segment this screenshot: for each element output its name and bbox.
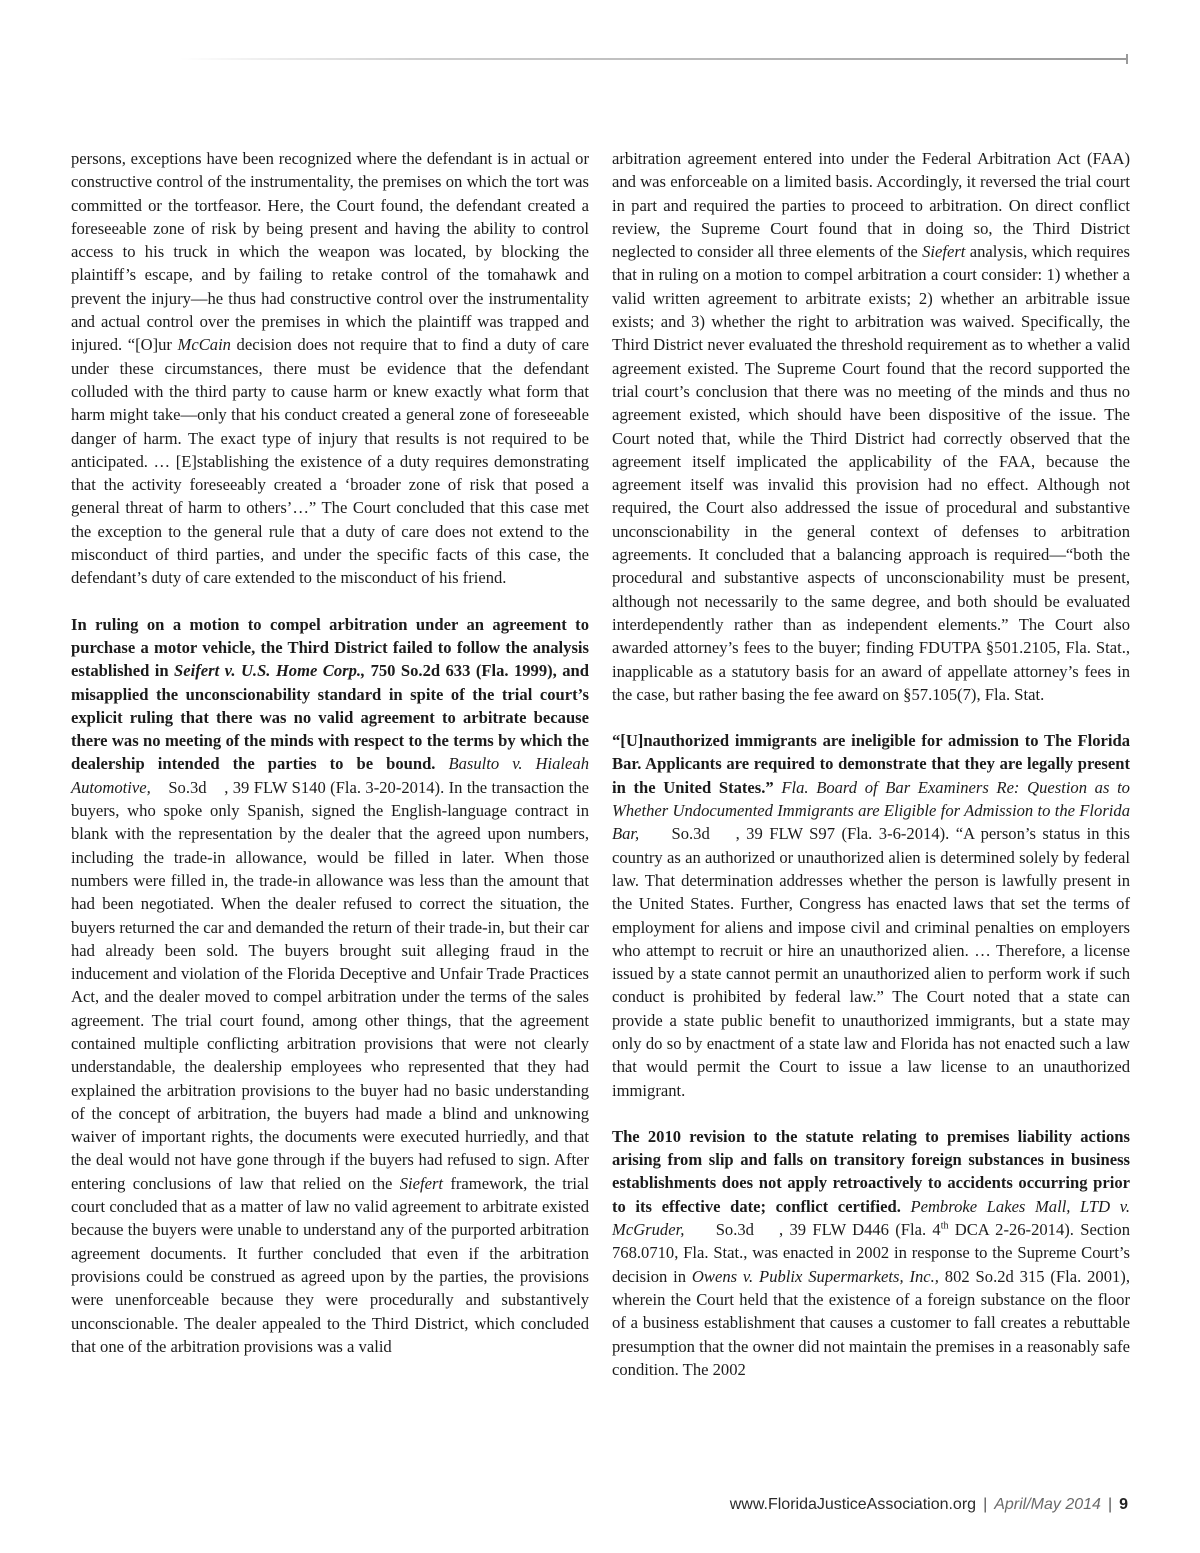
paragraph-text: In the transaction the buyers, who spoke only Spanish, signed the English-language contract in blank with the representation by the dealer that the agreed upon numbers, including the trade-in allowance, would be filled in later. When those numbers were filled in, the trade-in allowance was less than the amount that had been negotiated. When the dealer refused to correct the situation, the buyers returned the car and demanded the return of their trade-in, but their car had already been sold. The buyers brought suit alleging fraud in the inducement and violation of the Florida Deceptive and Unfair Trade Practices Act, and the dealer moved to compel arbitration under the terms of the sales agreement. The trial court found, among other things, that the agreement contained multiple conflicting arbitration provisions that were not clearly understandable, the dealership employees who represented that they had explained the arbitration provisions to the buyer had no basic understanding of the concept of arbitration, the buyers had made a blind and unknowing waiver of important rights, the documents were executed hurriedly, and that the deal would not have gone through if the buyers had refused to sign. After entering conclusions of law that relied on the [71, 777, 589, 1193]
case-name: McCain [177, 335, 231, 355]
header-rule [180, 58, 1128, 60]
case-name: Seifert v. U.S. Home Corp., [174, 661, 366, 681]
footer-issue-date: April/May 2014 [994, 1496, 1101, 1513]
citation-case: Fla. Board of Bar Examiners Re: Question as to Whether Undocumented Immigrants are Eligible for Admission to the Florida Bar, [612, 777, 1130, 844]
citation-superscript: th [940, 1220, 949, 1232]
paragraph-text: Section 768.0710, Fla. Stat., was enacted in 2002 in response to the Supreme Court’s decision in [612, 1220, 1130, 1286]
paragraph-text: analysis, which requires that in ruling on a motion to compel arbitration a court consider: 1) whether a valid written agreement to arbitrate exists; 2) whether an arbitrable issue exists; and 3) whether the right to arbitration was waived. Specifically, the Third District never evaluated the threshold requirement as to whether a valid agreement existed. The Supreme Court found that the record supported the trial court’s conclusion that there was no meeting of the minds and thus no agreement existed, which should have been dispositive of the issue. The Court noted that, while the Third District had correctly observed that the agreement itself implicated the applicability of the FAA, because the agreement itself was invalid this provision had no effect. Although not required, the Court also addressed the issue of procedural and substantive unconscionability in the general context of defenses to arbitration agreements. It concluded that a balancing approach is required—“both the procedural and substantive aspects of unconscionability must be present, although not necessarily to the same degree, and both should be evaluated interdependently rather than as independent elements.” The Court also awarded attorney’s fees to the buyer; finding FDUTPA §501.2105, Fla. Stat., inapplicable as a statutory basis for an award of appellate attorney’s fees in the case, but rather basing the fee award on §57.105(7), Fla. Stat. [612, 242, 1130, 704]
header-rule-cap [1126, 54, 1128, 64]
page-footer [730, 1496, 1128, 1514]
paragraph-arbitration [71, 613, 589, 1359]
citation: So.3d , 39 FLW S140 (Fla. 3-20-2014). [150, 777, 445, 797]
case-name: Siefert [399, 1173, 444, 1193]
footer-separator: | [1107, 1496, 1113, 1513]
footer-separator: | [983, 1496, 988, 1513]
citation: DCA 2-26-2014). [948, 1220, 1074, 1240]
headnote: “[U]nauthorized immigrants are ineligible for admission to The Florida Bar. Applicants are required to demonstrate that they are legally present in the United States.” [612, 731, 1130, 797]
paragraph-text: 802 So.2d 315 (Fla. 2001), wherein the Court held that the existence of a foreign substance on the floor of a business establishment that causes a customer to fall creates a rebuttable presumption that the owner did not maintain the premises in a reasonably safe condition. The 2002 [612, 1266, 1130, 1379]
paragraph-premises-liability [612, 1125, 1130, 1381]
paragraph-arbitration-continued [612, 147, 1130, 706]
headnote: The 2010 revision to the statute relating to premises liability actions arising from slip and falls on transitory foreign substances in business establishments does not apply retroactively to accidents occurring prior to its effective date; conflict certified. [612, 1126, 1130, 1216]
citation: So.3d , 39 FLW S97 (Fla. 3-6-2014). [639, 824, 950, 844]
citation-case: Pembroke Lakes Mall, LTD v. McGruder, [612, 1196, 1131, 1240]
case-name: Owens v. Publix Supermarkets, Inc., [691, 1266, 939, 1286]
paragraph-text: persons, exceptions have been recognized where the defendant is in actual or constructive control of the instrumentality, the premises on which the tort was committed or the tortfeasor. Here, the Court found, the defendant created a foreseeable zone of risk by being present and having the ability to control access to his truck in which the weapon was located, by blocking the plaintiff’s escape, and by failing to retake control of the tomahawk and prevent the injury—he thus had constructive control over the instrumentality and actual control over the premises in which the plaintiff was trapped and injured. “[O]ur [71, 149, 589, 355]
citation: So.3d , 39 FLW D446 (Fla. 4 [684, 1220, 941, 1240]
footer-website-link[interactable]: www.FloridaJusticeAssociation.org [729, 1496, 977, 1513]
paragraph-text: “A person’s status in this country as an authorized or unauthorized alien is determined solely by federal law. That determination addresses whether the person is lawfully present in the United States. Further, Congress has enacted laws that set the terms of employment for aliens and impose civil and criminal penalties on employers who attempt to recruit or hire an unauthorized alien. … Therefore, a license issued by a state cannot permit an unauthorized alien to perform work if such conduct is prohibited by federal law.” The Court noted that a state can provide a state public benefit to unauthorized immigrants, but a state may only do so by enactment of a state law and Florida has not enacted such a law that would permit the Court to issue a law license to an unauthorized immigrant. [612, 824, 1130, 1100]
citation-case: Basulto v. Hialeah Automotive, [71, 754, 589, 797]
paragraph-text: arbitration agreement entered into under the Federal Arbitration Act (FAA) and was enforceable on a limited basis. Accordingly, it reversed the trial court in part and required the parties to proceed to arbitration. On direct conflict review, the Supreme Court found that in doing so, the Third District neglected to consider all three elements of the [612, 149, 1130, 262]
left-column [71, 147, 589, 1358]
right-column [612, 147, 1130, 1381]
paragraph-immigrants [612, 729, 1130, 1102]
page-number: 9 [1119, 1496, 1128, 1513]
paragraph-text: decision does not require that to find a duty of care under these circumstances, there must be evidence that the defendant colluded with the third party to cause harm or knew exactly what form that harm might take—only that his conduct created a general zone of foreseeable danger of harm. The exact type of injury that results is not required to be anticipated. … [E]stablishing the existence of a duty requires demonstrating that the activity foreseeably created a ‘broader zone of risk that posed a general threat of harm to others’…” The Court concluded that this case met the exception to the general rule that a duty of care does not extend to the misconduct of third parties, and under the specific facts of this case, the defendant’s duty of care extended to the misconduct of his friend. [71, 335, 589, 588]
paragraph-text: framework, the trial court concluded that as a matter of law no valid agreement to arbitrate existed because the buyers were unable to understand any of the purported arbitration agreement documents. It further concluded that even if the arbitration provisions could be construed as agreed upon by the parties, the provisions were unenforceable because they were procedurally and substantively unconscionable. The dealer appealed to the Third District, which concluded that one of the arbitration provisions was a valid [71, 1173, 589, 1356]
headnote: In ruling on a motion to compel arbitration under an agreement to purchase a motor vehicle, the Third District failed to follow the analysis established in Seifert v. U.S. Home Corp., 750 So.2d 633 (Fla. 1999), and misapplied the unconscionability standard in spite of the trial court’s explicit ruling that there was no valid agreement to arbitrate because there was no meeting of the minds with respect to the terms by which the dealership intended the parties to be bound. [71, 614, 589, 774]
paragraph-duty-of-care [71, 147, 589, 590]
case-name: Siefert [922, 242, 966, 262]
